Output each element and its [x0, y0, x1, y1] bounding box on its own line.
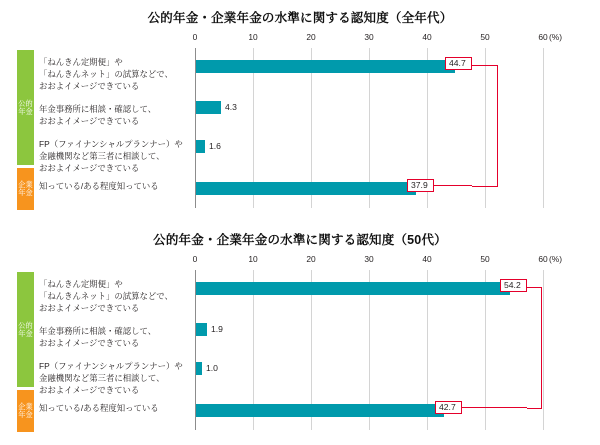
group-tab-public-pension-panel-1: [17, 50, 34, 165]
x-axis-tick-40: 40: [422, 32, 432, 42]
group-tab-public-pension-panel-2: [17, 272, 34, 387]
category-label-row-3-panel-1: [39, 138, 191, 175]
category-label-row-1-panel-2: [39, 278, 191, 315]
page-title-panel-2: 公的年金・企業年金の水準に関する認知度（50代）: [153, 233, 447, 247]
bar-value-row-3-panel-1: 1.6: [209, 141, 221, 151]
category-label-line: 年金事務所に相談・確認して、: [39, 104, 157, 114]
axis-area-panel-1: [192, 28, 567, 210]
category-label-line: 金融機関など第三者に相談して、: [39, 373, 165, 384]
category-label-line: 「ねんきんネット」の試算などで、: [39, 69, 173, 80]
category-label-line: 知っている/ある程度知っている: [39, 181, 159, 191]
page-title-panel-1: 公的年金・企業年金の水準に関する認知度（全年代）: [147, 11, 453, 25]
x-axis-tick-0: 0: [192, 32, 198, 42]
x-axis-tick-10: 10: [248, 32, 258, 42]
bar-row-1-panel-2: [196, 282, 510, 295]
group-tab-corporate-pension-panel-2: [17, 390, 34, 432]
bar-value-row-3-panel-2: 1.0: [206, 363, 218, 373]
category-column-panel-2: [17, 272, 195, 432]
bar-row-4-panel-1: [196, 182, 416, 195]
group-tab-label: 公的年金: [18, 98, 33, 116]
bar-row-3-panel-2: [196, 362, 202, 375]
chart-panel-all-ages: [0, 0, 600, 222]
highlight-connector-panel-2: [527, 287, 542, 409]
bar-row-2-panel-2: [196, 323, 207, 336]
chart-panel-50s: [0, 222, 600, 445]
highlight-callout-row-4-panel-1: 37.9: [407, 179, 434, 192]
x-axis-tick-60: 60: [538, 254, 548, 264]
category-label-line: おおよイメージできている: [39, 303, 140, 314]
bar-row-3-panel-1: [196, 140, 205, 153]
category-label-line: おおよイメージできている: [39, 338, 140, 349]
category-label-row-4-panel-1: [39, 180, 191, 192]
category-label-line: おおよイメージできている: [39, 163, 140, 174]
group-tab-corporate-pension-panel-1: [17, 168, 34, 210]
x-axis-tick-10: 10: [248, 254, 258, 264]
x-axis-tick-40: 40: [422, 254, 432, 264]
category-label-row-4-panel-2: [39, 402, 191, 414]
category-label-row-3-panel-2: [39, 360, 191, 397]
group-tab-label: 企業年金: [18, 402, 33, 419]
gridline-60: [543, 270, 544, 430]
category-label-line: 「ねんきんネット」の試算などで、: [39, 291, 173, 302]
category-label-line: 知っている/ある程度知っている: [39, 403, 159, 413]
bar-row-2-panel-1: [196, 101, 221, 114]
highlight-connector-panel-1: [472, 65, 498, 187]
highlight-callout-row-1-panel-1: 44.7: [445, 57, 472, 70]
plot-area-panel-2: [17, 250, 583, 432]
category-label-line: おおよイメージできている: [39, 116, 140, 127]
category-label-line: 「ねんきん定期便」や: [39, 279, 123, 289]
bar-value-row-2-panel-1: 4.3: [225, 102, 237, 112]
bar-row-4-panel-2: [196, 404, 444, 417]
category-label-row-2-panel-1: [39, 103, 191, 127]
category-label-line: 金融機関など第三者に相談して、: [39, 151, 165, 162]
category-label-line: 「ねんきん定期便」や: [39, 57, 123, 67]
axis-area-panel-2: [192, 250, 567, 432]
category-label-row-1-panel-1: [39, 56, 191, 93]
category-label-line: FP（ファイナンシャルプランナー）や: [39, 361, 183, 371]
x-axis-tick-20: 20: [306, 254, 316, 264]
highlight-callout-row-1-panel-2: 54.2: [500, 279, 527, 292]
category-label-line: 年金事務所に相談・確認して、: [39, 326, 157, 336]
x-axis-unit-label-panel-1: (%): [549, 32, 563, 42]
category-label-row-2-panel-2: [39, 325, 191, 349]
category-label-line: おおよイメージできている: [39, 81, 140, 92]
highlight-callout-row-4-panel-2: 42.7: [435, 401, 462, 414]
group-tab-label: 公的年金: [18, 320, 33, 338]
x-axis-tick-30: 30: [364, 32, 374, 42]
category-column-panel-1: [17, 50, 195, 210]
highlight-connector-stub-panel-2: [462, 407, 527, 409]
x-axis-tick-0: 0: [192, 254, 198, 264]
bar-row-1-panel-1: [196, 60, 455, 73]
x-axis-tick-20: 20: [306, 32, 316, 42]
gridline-60: [543, 48, 544, 208]
category-label-line: おおよイメージできている: [39, 385, 140, 396]
x-axis-tick-50: 50: [480, 254, 490, 264]
x-axis-unit-label-panel-2: (%): [549, 254, 563, 264]
highlight-connector-stub-panel-1: [434, 185, 472, 187]
group-tab-label: 企業年金: [18, 180, 33, 197]
plot-area-panel-1: [17, 28, 583, 210]
x-axis-tick-60: 60: [538, 32, 548, 42]
x-axis-tick-50: 50: [480, 32, 490, 42]
bar-value-row-2-panel-2: 1.9: [211, 324, 223, 334]
x-axis-tick-30: 30: [364, 254, 374, 264]
category-label-line: FP（ファイナンシャルプランナー）や: [39, 139, 183, 149]
